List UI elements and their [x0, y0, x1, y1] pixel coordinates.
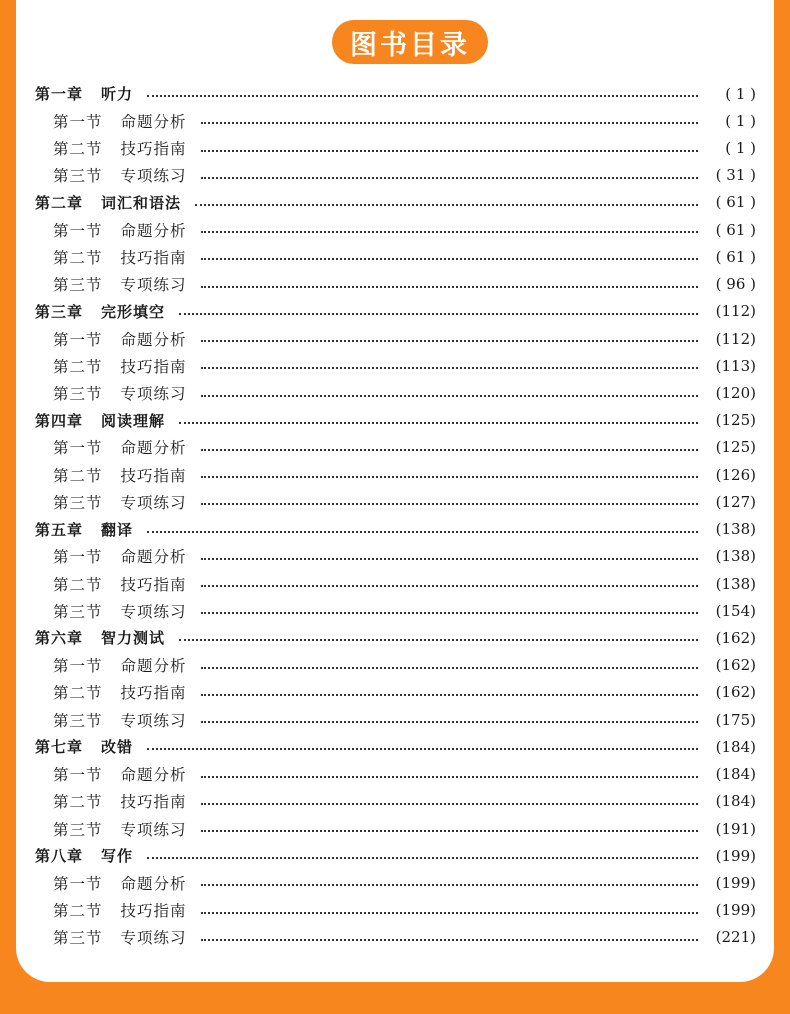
dot-leader: [147, 94, 698, 97]
toc-section-row[interactable]: [0, 461, 790, 488]
section-number: 第一节: [53, 330, 103, 349]
section-number: 第二节: [53, 902, 103, 921]
toc-chapter-row[interactable]: [0, 733, 790, 760]
section-number: 第三节: [53, 385, 103, 404]
page-number: (199): [715, 901, 756, 920]
chapter-number: 第七章: [35, 738, 84, 757]
toc-section-row[interactable]: [0, 216, 790, 243]
page-number: (126): [715, 465, 756, 484]
page-number: ( 61 ): [715, 247, 756, 266]
section-number: 第三节: [53, 167, 103, 186]
section-number: 第二节: [53, 140, 103, 159]
chapter-number: 第三章: [35, 302, 84, 321]
section-title: 专项练习: [120, 602, 187, 621]
page-number: (125): [715, 411, 756, 430]
page-number: (199): [715, 846, 756, 865]
page-number: (112): [715, 329, 756, 348]
toc-section-row[interactable]: [0, 325, 790, 352]
toc-chapter-row[interactable]: [0, 407, 790, 434]
toc-section-row[interactable]: [0, 652, 790, 679]
dot-leader: [201, 720, 698, 723]
section-title: 专项练习: [120, 711, 187, 730]
dot-leader: [179, 421, 698, 424]
dot-leader: [201, 911, 698, 914]
section-title: 专项练习: [120, 929, 187, 948]
page-number: (120): [715, 384, 756, 403]
section-number: 第一节: [53, 874, 103, 893]
section-title: 专项练习: [120, 167, 187, 186]
page-number: ( 31 ): [715, 166, 756, 185]
section-number: 第一节: [53, 657, 103, 676]
dot-leader: [201, 502, 698, 505]
section-title: 命题分析: [120, 766, 187, 785]
page-number: (221): [715, 928, 756, 947]
section-title: 命题分析: [120, 330, 187, 349]
section-number: 第三节: [53, 276, 103, 295]
chapter-number: 第四章: [35, 411, 84, 430]
section-number: 第三节: [53, 820, 103, 839]
section-title: 技巧指南: [120, 140, 187, 159]
page-number: (112): [715, 302, 756, 321]
dot-leader: [195, 203, 698, 206]
section-number: 第一节: [53, 766, 103, 785]
section-title: 命题分析: [120, 112, 187, 131]
section-number: 第三节: [53, 929, 103, 948]
chapter-title: 听力: [101, 85, 134, 104]
section-number: 第二节: [53, 466, 103, 485]
toc-section-row[interactable]: [0, 488, 790, 515]
dot-leader: [179, 638, 698, 641]
page-number: (184): [715, 792, 756, 811]
chapter-number: 第八章: [35, 847, 84, 866]
section-title: 专项练习: [120, 385, 187, 404]
page-number: (184): [715, 737, 756, 756]
section-number: 第二节: [53, 793, 103, 812]
page-number: ( 1 ): [725, 139, 756, 158]
chapter-title: 词汇和语法: [101, 193, 182, 212]
chapter-title: 智力测试: [101, 629, 166, 648]
section-title: 技巧指南: [120, 466, 187, 485]
dot-leader: [201, 285, 698, 288]
section-number: 第一节: [53, 112, 103, 131]
page-number: ( 61 ): [715, 220, 756, 239]
page-number: (162): [715, 683, 756, 702]
section-title: 技巧指南: [120, 248, 187, 267]
section-title: 专项练习: [120, 276, 187, 295]
page-number: ( 1 ): [725, 84, 756, 103]
section-number: 第三节: [53, 711, 103, 730]
toc-section-row[interactable]: [0, 788, 790, 815]
chapter-number: 第六章: [35, 629, 84, 648]
section-number: 第二节: [53, 248, 103, 267]
page-number: (154): [715, 601, 756, 620]
dot-leader: [201, 883, 698, 886]
section-title: 命题分析: [120, 657, 187, 676]
page-number: (162): [715, 656, 756, 675]
section-title: 技巧指南: [120, 793, 187, 812]
page-number: ( 96 ): [715, 275, 756, 294]
page-title: 图书目录: [332, 20, 488, 64]
toc-section-row[interactable]: [0, 543, 790, 570]
dot-leader: [179, 312, 698, 315]
toc-chapter-row[interactable]: [0, 189, 790, 216]
dot-leader: [201, 802, 698, 805]
section-title: 技巧指南: [120, 575, 187, 594]
toc-section-row[interactable]: [0, 107, 790, 134]
toc-section-row[interactable]: [0, 162, 790, 189]
toc-section-row[interactable]: [0, 924, 790, 951]
dot-leader: [201, 829, 698, 832]
page-number: (199): [715, 873, 756, 892]
page-number: ( 61 ): [715, 193, 756, 212]
dot-leader: [201, 775, 698, 778]
dot-leader: [147, 530, 698, 533]
dot-leader: [147, 856, 698, 859]
table-of-contents: [0, 80, 790, 951]
section-number: 第二节: [53, 357, 103, 376]
chapter-title: 完形填空: [101, 302, 166, 321]
toc-section-row[interactable]: [0, 570, 790, 597]
toc-chapter-row[interactable]: [0, 298, 790, 325]
page-number: (138): [715, 574, 756, 593]
toc-section-row[interactable]: [0, 706, 790, 733]
chapter-title: 翻译: [101, 520, 134, 539]
dot-leader: [201, 339, 698, 342]
dot-leader: [201, 394, 698, 397]
page-number: (191): [715, 819, 756, 838]
section-title: 命题分析: [120, 221, 187, 240]
page-number: (125): [715, 438, 756, 457]
toc-chapter-row[interactable]: [0, 624, 790, 651]
section-number: 第三节: [53, 602, 103, 621]
dot-leader: [201, 938, 698, 941]
section-number: 第一节: [53, 221, 103, 240]
toc-chapter-row[interactable]: [0, 516, 790, 543]
toc-section-row[interactable]: [0, 897, 790, 924]
dot-leader: [201, 448, 698, 451]
chapter-number: 第二章: [35, 193, 84, 212]
section-number: 第三节: [53, 493, 103, 512]
dot-leader: [201, 475, 698, 478]
section-title: 专项练习: [120, 493, 187, 512]
section-number: 第一节: [53, 548, 103, 567]
toc-section-row[interactable]: [0, 597, 790, 624]
dot-leader: [147, 747, 698, 750]
section-title: 技巧指南: [120, 902, 187, 921]
dot-leader: [201, 693, 698, 696]
toc-section-row[interactable]: [0, 352, 790, 379]
dot-leader: [201, 176, 698, 179]
section-title: 命题分析: [120, 439, 187, 458]
page-number: (138): [715, 547, 756, 566]
toc-section-row[interactable]: [0, 679, 790, 706]
toc-section-row[interactable]: [0, 815, 790, 842]
page-number: (127): [715, 492, 756, 511]
toc-section-row[interactable]: [0, 760, 790, 787]
section-title: 专项练习: [120, 820, 187, 839]
dot-leader: [201, 257, 698, 260]
page-number: (184): [715, 765, 756, 784]
section-number: 第二节: [53, 684, 103, 703]
dot-leader: [201, 366, 698, 369]
dot-leader: [201, 584, 698, 587]
chapter-title: 写作: [101, 847, 134, 866]
page-number: (138): [715, 520, 756, 539]
toc-section-row[interactable]: [0, 379, 790, 406]
toc-chapter-row[interactable]: [0, 842, 790, 869]
toc-section-row[interactable]: [0, 869, 790, 896]
page-number: (113): [715, 356, 756, 375]
section-number: 第一节: [53, 439, 103, 458]
toc-section-row[interactable]: [0, 243, 790, 270]
section-title: 技巧指南: [120, 357, 187, 376]
toc-chapter-row[interactable]: [0, 80, 790, 107]
dot-leader: [201, 666, 698, 669]
section-title: 技巧指南: [120, 684, 187, 703]
dot-leader: [201, 611, 698, 614]
toc-section-row[interactable]: [0, 271, 790, 298]
section-title: 命题分析: [120, 548, 187, 567]
chapter-title: 阅读理解: [101, 411, 166, 430]
chapter-number: 第五章: [35, 520, 84, 539]
dot-leader: [201, 121, 698, 124]
page-number: ( 1 ): [725, 111, 756, 130]
page-number: (162): [715, 628, 756, 647]
section-title: 命题分析: [120, 874, 187, 893]
toc-section-row[interactable]: [0, 134, 790, 161]
dot-leader: [201, 557, 698, 560]
chapter-number: 第一章: [35, 85, 84, 104]
page-number: (175): [715, 710, 756, 729]
chapter-title: 改错: [101, 738, 134, 757]
section-number: 第二节: [53, 575, 103, 594]
dot-leader: [201, 230, 698, 233]
toc-section-row[interactable]: [0, 434, 790, 461]
dot-leader: [201, 149, 698, 152]
